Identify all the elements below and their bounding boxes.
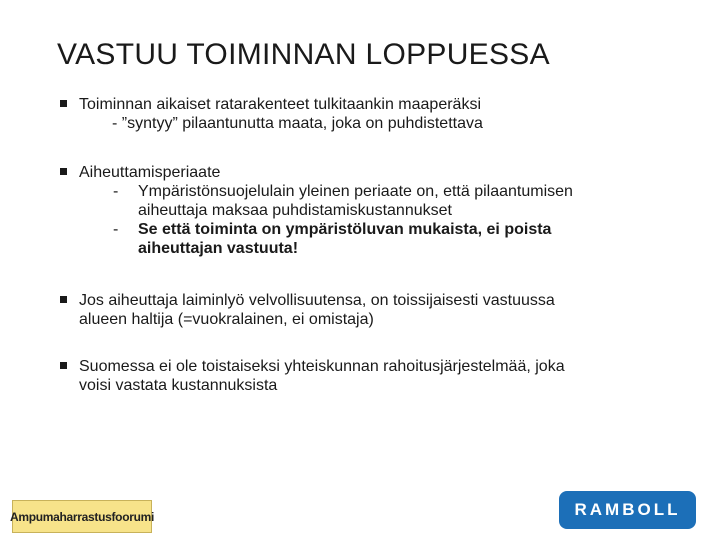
- bullet-marker-icon: [60, 296, 67, 303]
- bullet-item: [60, 95, 483, 133]
- bullet-text: Suomessa ei ole toistaiseksi yhteiskunnan rahoitusjärjestelmää, joka: [79, 358, 565, 375]
- bullet-text: Jos aiheuttaja laiminlyö velvollisuutensa, on toissijaisesti vastuussa: [79, 292, 555, 309]
- bullet-text: Toiminnan aikaiset ratarakenteet tulkitaankin maaperäksi: [79, 96, 481, 113]
- bullet-subtext: - ”syntyy” pilaantunutta maata, joka on puhdistettava: [112, 115, 483, 132]
- sub-item: [79, 220, 573, 258]
- sub-item-line: Ympäristönsuojelulain yleinen periaate on, että pilaantumisen: [138, 183, 573, 200]
- dash-marker: -: [113, 221, 119, 238]
- logo-text: RAMBOLL: [574, 500, 681, 519]
- sub-item: [79, 182, 573, 220]
- logo-text: Ampumaharrastusfoorumi: [9, 509, 155, 524]
- sub-item-line: aiheuttajan vastuuta!: [138, 240, 299, 257]
- slide-title: VASTUU TOIMINNAN LOPPUESSA: [57, 38, 550, 71]
- ampumaharrastusfoorumi-logo: [9, 500, 155, 533]
- bullet-text: alueen haltija (=vuokralainen, ei omistaja): [79, 311, 374, 328]
- bullet-item: [60, 163, 573, 258]
- bullet-text: Aiheuttamisperiaate: [79, 164, 221, 181]
- bullet-item: [60, 357, 565, 395]
- dash-marker: -: [113, 183, 119, 200]
- sub-item-line: aiheuttaja maksaa puhdistamiskustannukset: [138, 202, 452, 219]
- bullet-item: [60, 291, 555, 329]
- sub-item-line: Se että toiminta on ympäristöluvan mukaista, ei poista: [138, 221, 552, 238]
- bullet-marker-icon: [60, 362, 67, 369]
- ramboll-logo: [559, 491, 696, 529]
- bullet-marker-icon: [60, 168, 67, 175]
- bullet-marker-icon: [60, 100, 67, 107]
- bullet-text: voisi vastata kustannuksista: [79, 377, 278, 394]
